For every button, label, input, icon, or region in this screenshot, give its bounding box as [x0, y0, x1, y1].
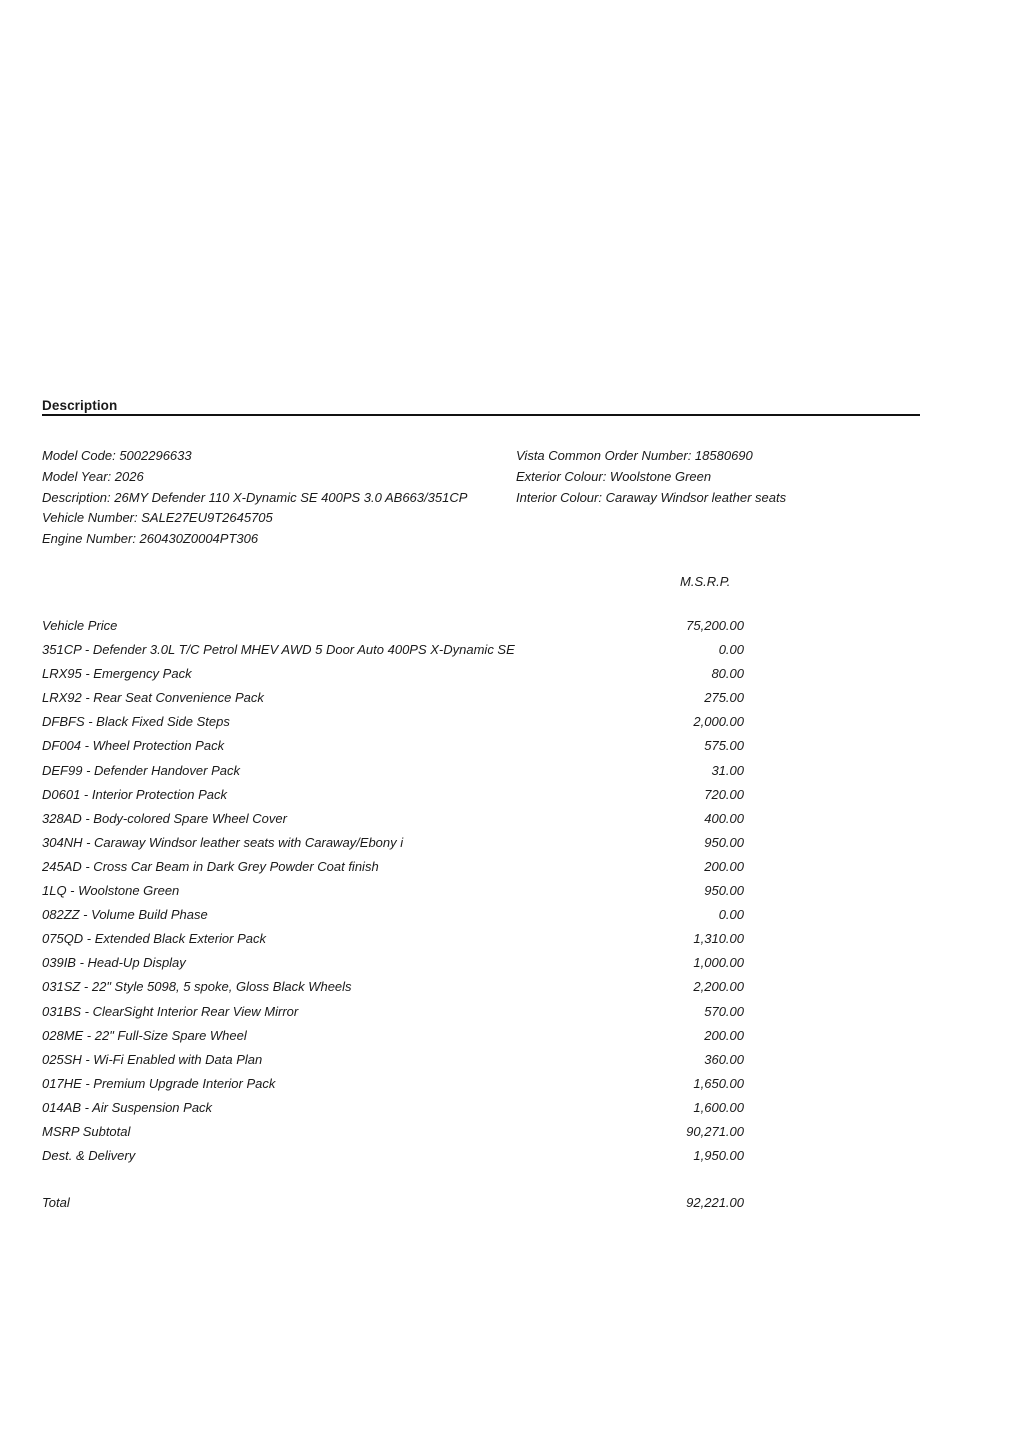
msrp-column-header: M.S.R.P.: [680, 574, 731, 589]
model-description: Description: 26MY Defender 110 X-Dynamic SE 400PS 3.0 AB663/351CP: [42, 489, 468, 505]
line-item-amount: 90,271.00: [686, 1123, 744, 1139]
line-item-label: 328AD - Body-colored Spare Wheel Cover: [42, 810, 287, 826]
line-item-amount: 400.00: [704, 810, 744, 826]
line-item-label: Vehicle Price: [42, 618, 118, 633]
price-line-items: [42, 618, 744, 1172]
line-item: [42, 883, 744, 907]
line-item-amount: 1,000.00: [693, 955, 744, 971]
line-item: [42, 979, 744, 1003]
line-item-amount: 275.00: [704, 690, 744, 706]
line-item-label: 031BS - ClearSight Interior Rear View Mirror: [42, 1003, 299, 1019]
line-item-amount: 720.00: [704, 786, 744, 802]
model-code: Model Code: 5002296633: [42, 448, 192, 463]
line-item: [42, 1148, 744, 1172]
line-item-label: DF004 - Wheel Protection Pack: [42, 738, 225, 754]
line-item-amount: 31.00: [711, 762, 744, 778]
line-item-label: 028ME - 22" Full-Size Spare Wheel: [42, 1027, 247, 1043]
line-item: [42, 738, 744, 762]
line-item-amount: 1,600.00: [693, 1099, 744, 1115]
order-number: Vista Common Order Number: 18580690: [516, 448, 753, 463]
line-item-amount: 950.00: [704, 883, 744, 899]
line-item-amount: 360.00: [704, 1051, 744, 1067]
total-row: [42, 1195, 744, 1215]
line-item: [42, 787, 744, 811]
line-item: [42, 666, 744, 690]
exterior-colour: Exterior Colour: Woolstone Green: [516, 468, 712, 484]
line-item-label: 017HE - Premium Upgrade Interior Pack: [42, 1075, 276, 1091]
line-item-amount: 575.00: [704, 738, 744, 754]
engine-number: Engine Number: 260430Z0004PT306: [42, 531, 259, 547]
heading-divider: [42, 414, 920, 416]
line-item-label: 351CP - Defender 3.0L T/C Petrol MHEV AWD 5 Door Auto 400PS X-Dynamic SE: [42, 642, 515, 658]
line-item: [42, 1004, 744, 1028]
line-item: [42, 1124, 744, 1148]
line-item: [42, 1100, 744, 1124]
line-item-label: DEF99 - Defender Handover Pack: [42, 762, 240, 778]
line-item-amount: 2,000.00: [693, 714, 744, 730]
line-item: [42, 618, 744, 642]
line-item-amount: 0.00: [718, 907, 744, 923]
vehicle-info-right: [516, 446, 786, 508]
line-item-amount: 80.00: [711, 666, 744, 682]
line-item-label: 039IB - Head-Up Display: [42, 955, 186, 971]
line-item-amount: 200.00: [704, 858, 744, 874]
vehicle-info-left: [42, 446, 467, 550]
line-item: [42, 642, 744, 666]
description-heading: Description: [42, 398, 118, 413]
line-item-amount: 950.00: [704, 834, 744, 850]
line-item-label: 245AD - Cross Car Beam in Dark Grey Powder Coat finish: [42, 858, 379, 874]
line-item: [42, 763, 744, 787]
line-item-label: 304NH - Caraway Windsor leather seats with Caraway/Ebony i: [42, 834, 404, 850]
line-item: [42, 1052, 744, 1076]
line-item: [42, 1028, 744, 1052]
line-item-amount: 570.00: [704, 1003, 744, 1019]
line-item-label: MSRP Subtotal: [42, 1123, 131, 1139]
line-item-label: 031SZ - 22" Style 5098, 5 spoke, Gloss Black Wheels: [42, 979, 352, 995]
line-item-amount: 0.00: [718, 642, 744, 658]
model-year: Model Year: 2026: [42, 468, 144, 484]
line-item-amount: 1,650.00: [693, 1075, 744, 1091]
line-item: [42, 835, 744, 859]
line-item: [42, 907, 744, 931]
line-item: [42, 714, 744, 738]
line-item-label: 025SH - Wi-Fi Enabled with Data Plan: [42, 1051, 263, 1067]
line-item-label: 082ZZ - Volume Build Phase: [42, 907, 208, 923]
total-label: Total: [42, 1195, 70, 1210]
line-item: [42, 811, 744, 835]
line-item-label: 014AB - Air Suspension Pack: [42, 1099, 213, 1115]
line-item: [42, 859, 744, 883]
line-item-amount: 200.00: [704, 1027, 744, 1043]
interior-colour: Interior Colour: Caraway Windsor leather seats: [516, 489, 787, 505]
line-item: [42, 931, 744, 955]
line-item-amount: 1,310.00: [693, 931, 744, 947]
line-item-label: LRX92 - Rear Seat Convenience Pack: [42, 690, 264, 706]
line-item-amount: 1,950.00: [693, 1148, 744, 1164]
line-item-label: 075QD - Extended Black Exterior Pack: [42, 931, 266, 947]
line-item-amount: 2,200.00: [693, 979, 744, 995]
vehicle-number: Vehicle Number: SALE27EU9T2645705: [42, 510, 273, 526]
line-item-label: D0601 - Interior Protection Pack: [42, 786, 227, 802]
line-item-label: DFBFS - Black Fixed Side Steps: [42, 714, 230, 730]
total-amount: 92,221.00: [686, 1195, 744, 1210]
line-item-amount: 75,200.00: [686, 618, 744, 633]
line-item-label: 1LQ - Woolstone Green: [42, 883, 180, 899]
line-item: [42, 1076, 744, 1100]
line-item: [42, 690, 744, 714]
line-item: [42, 955, 744, 979]
line-item-label: Dest. & Delivery: [42, 1148, 136, 1164]
line-item-label: LRX95 - Emergency Pack: [42, 666, 192, 682]
